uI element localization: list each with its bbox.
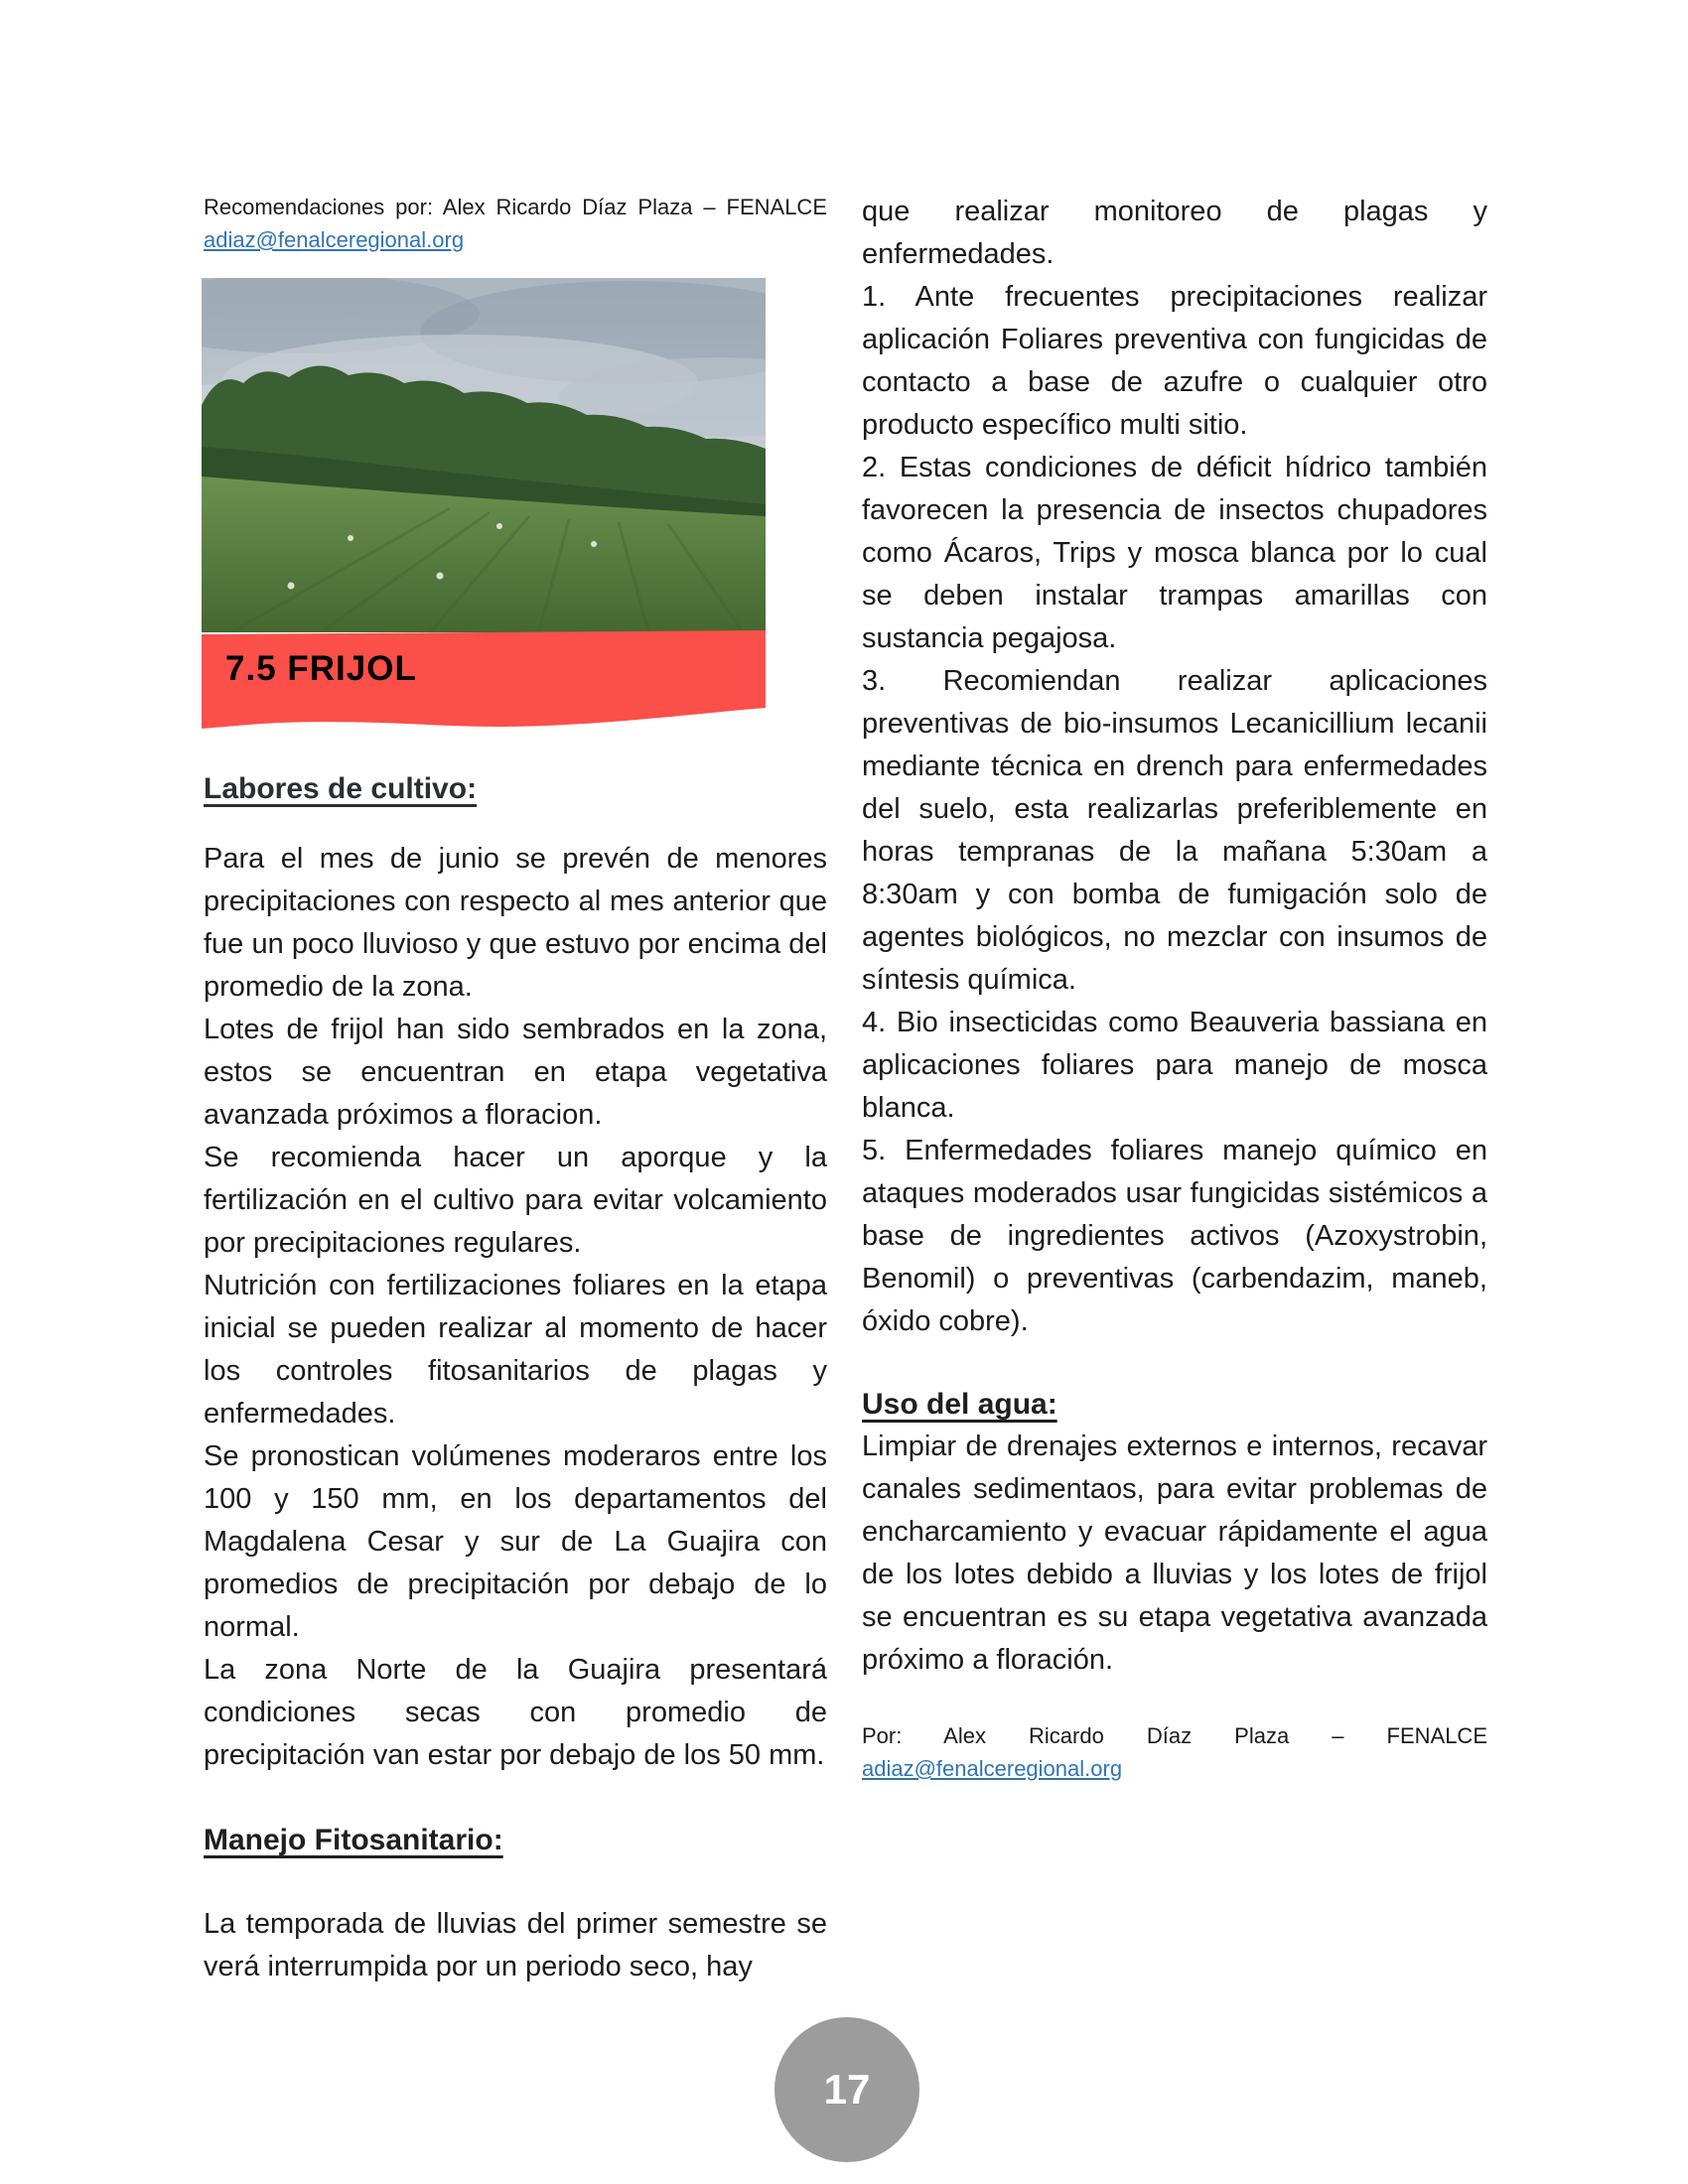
heading-manejo-fitosanitario: Manejo Fitosanitario: bbox=[204, 1824, 503, 1856]
left-column bbox=[204, 191, 827, 1988]
paragraph: La temporada de lluvias del primer semestre se verá interrumpida por un periodo seco, hay bbox=[204, 1908, 827, 1982]
footer-byline-text: Por: Alex Ricardo Díaz Plaza – FENALCE bbox=[862, 1723, 1487, 1748]
paragraph: que realizar monitoreo de plagas y enfermedades. bbox=[862, 196, 1487, 270]
paragraph: Lotes de frijol han sido sembrados en la zona, estos se encuentran en etapa vegetativa avanzada próximos a floracion. bbox=[204, 1014, 827, 1131]
paragraph: Se pronostican volúmenes moderaros entre los 100 y 150 mm, en los departamentos del Magdalena Cesar y sur de La Guajira con promedios de precipitación por debajo de lo normal. bbox=[204, 1440, 827, 1643]
numbered-item: 2. Estas condiciones de déficit hídrico también favorecen la presencia de insectos chupadores como Ácaros, Trips y mosca blanca por lo cual se deben instalar trampas amarillas con sustancia pegajosa. bbox=[862, 452, 1487, 654]
footer-byline bbox=[862, 1719, 1487, 1785]
numbered-item: 1. Ante frecuentes precipitaciones realizar aplicación Foliares preventiva con fungicidas de contacto a base de azufre o cualquier otro producto específico multi sitio. bbox=[862, 281, 1487, 441]
paragraph: Nutrición con fertilizaciones foliares en la etapa inicial se pueden realizar al momento de hacer los controles fitosanitarios de plagas y enfermedades. bbox=[204, 1270, 827, 1430]
page-number-badge bbox=[774, 2017, 919, 2162]
field-photo-block bbox=[202, 278, 766, 732]
header-byline-text: Recomendaciones por: Alex Ricardo Díaz Plaza – FENALCE bbox=[204, 195, 827, 219]
header-byline bbox=[204, 191, 827, 256]
numbered-item: 5. Enfermedades foliares manejo químico en ataques moderados usar fungicidas sistémicos a base de ingredientes activos (Azoxystrobin, Benomil) o preventivas (carbendazim, maneb, óxido cobre). bbox=[862, 1135, 1487, 1337]
page-number: 17 bbox=[823, 2066, 871, 2113]
numbered-item: 4. Bio insecticidas como Beauveria bassiana en aplicaciones foliares para manejo de mosca blanca. bbox=[862, 1007, 1487, 1124]
paragraph: Limpiar de drenajes externos e internos, recavar canales sedimentaos, para evitar problemas de encharcamiento y evacuar rápidamente el agua de los lotes debido a lluvias y los lotes de frijol se encuentran es su etapa vegetativa avanzada próximo a floración. bbox=[862, 1431, 1487, 1676]
paragraph: La zona Norte de la Guajira presentará condiciones secas con promedio de precipitación van estar por debajo de los 50 mm. bbox=[204, 1654, 827, 1771]
right-column bbox=[862, 191, 1487, 1785]
paragraph: Se recomienda hacer un aporque y la fertilización en el cultivo para evitar volcamiento por precipitaciones regulares. bbox=[204, 1142, 827, 1259]
header-email-link[interactable]: adiaz@fenalceregional.org bbox=[204, 227, 465, 252]
heading-labores-de-cultivo: Labores de cultivo: bbox=[204, 772, 478, 805]
field-photo bbox=[202, 278, 766, 632]
section-banner-title: 7.5 FRIJOL bbox=[225, 649, 417, 688]
paragraph: Para el mes de junio se prevén de menores precipitaciones con respecto al mes anterior que fue un poco lluvioso y que estuvo por encima del promedio de la zona. bbox=[204, 843, 827, 1003]
heading-uso-del-agua: Uso del agua: bbox=[862, 1388, 1057, 1421]
numbered-item: 3. Recomiendan realizar aplicaciones preventivas de bio-insumos Lecanicillium lecanii mediante técnica en drench para enfermedades del suelo, esta realizarlas preferiblemente en horas tempranas de la mañana 5:30am a 8:30am y con bomba de fumigación solo de agentes biológicos, no mezclar con insumos de síntesis química. bbox=[862, 665, 1487, 996]
footer-email-link[interactable]: adiaz@fenalceregional.org bbox=[862, 1756, 1123, 1781]
